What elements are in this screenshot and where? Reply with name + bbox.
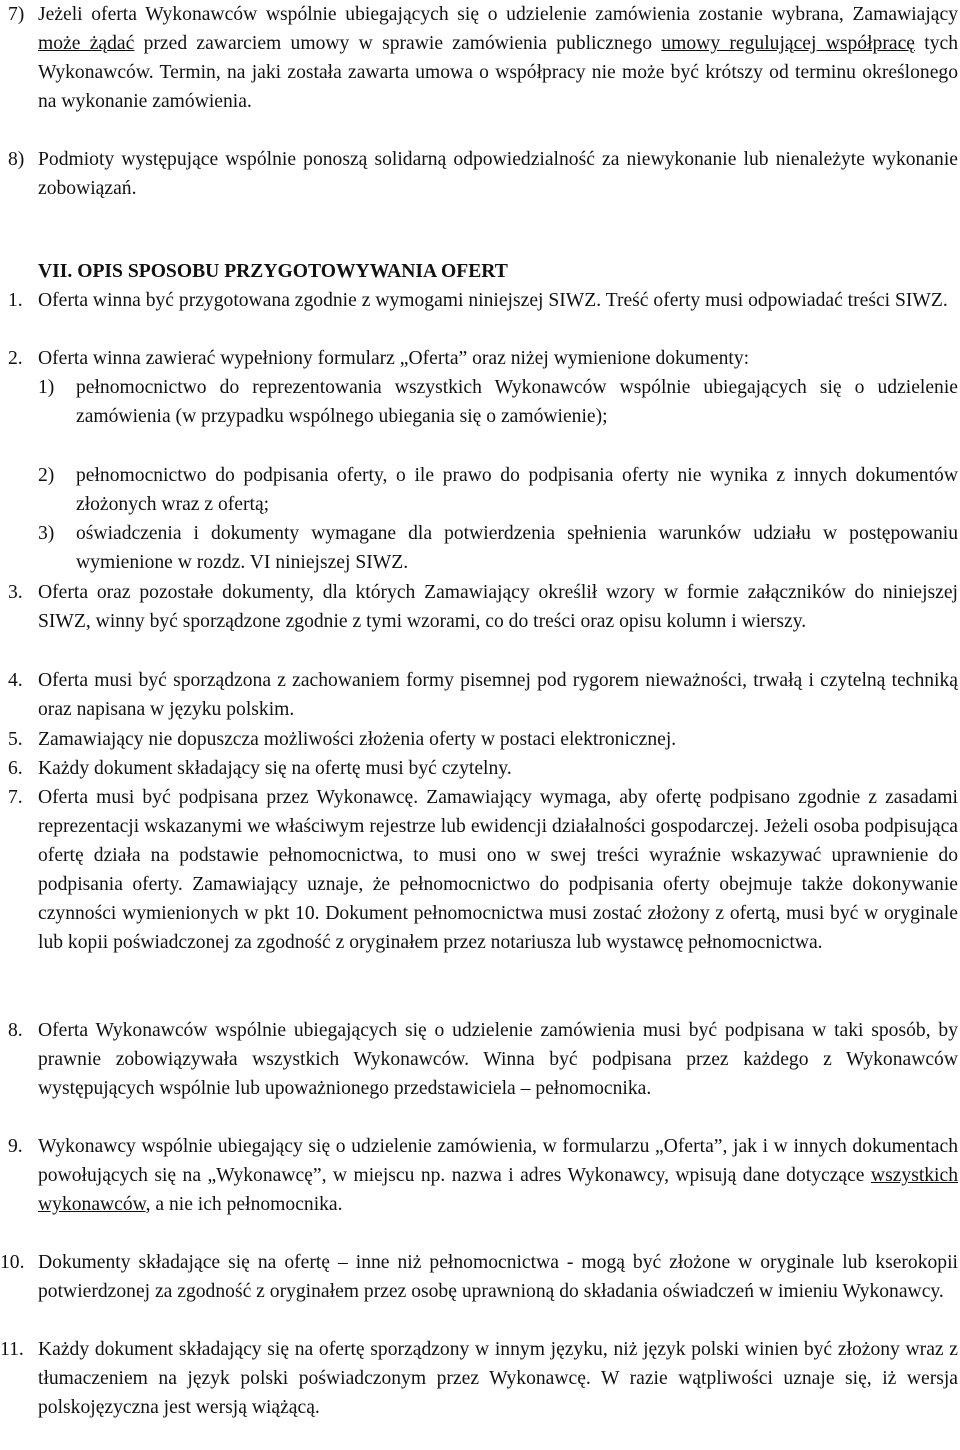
list-item-5 bbox=[0, 725, 958, 754]
underlined-text: może żądać bbox=[38, 33, 135, 54]
item-text: Każdy dokument składający się na ofertę musi być czytelny. bbox=[38, 758, 512, 779]
list-item-2 bbox=[0, 344, 958, 373]
sub-item-text: pełnomocnictwo do podpisania oferty, o ile prawo do podpisania oferty nie wynika z innych dokumentów złożonych wraz z ofertą; bbox=[76, 465, 958, 515]
list-item-10 bbox=[0, 1248, 958, 1306]
sub-item-1 bbox=[0, 373, 958, 431]
intro-item-7 bbox=[0, 0, 958, 116]
list-item-11 bbox=[0, 1335, 958, 1422]
item-number: 1. bbox=[8, 290, 23, 311]
item-number: 4. bbox=[8, 670, 23, 691]
item-text: Zamawiający nie dopuszcza możliwości złożenia oferty w postaci elektronicznej. bbox=[38, 729, 677, 750]
item-text: Dokumenty składające się na ofertę – inne niż pełnomocnictwa - mogą być złożone w oryginale lub kserokopii potwierdzonej za zgodność z oryginałem przez osobę uprawnioną do składania oświadczeń w imieniu Wykonawcy. bbox=[38, 1252, 958, 1302]
item-number: 11. bbox=[0, 1339, 24, 1360]
sub-item-number: 1) bbox=[38, 377, 55, 398]
text-run: tych Wykonawców. Termin, na jaki została zawarta umowa o współpracy nie może być krótszy od terminu określonego na wykonanie zamówienia. bbox=[38, 33, 958, 112]
list-item-3 bbox=[0, 578, 958, 636]
list-item-6 bbox=[0, 754, 958, 783]
list-item-9 bbox=[0, 1132, 958, 1219]
item-number: 8) bbox=[8, 149, 25, 170]
item-number: 8. bbox=[8, 1020, 23, 1041]
underlined-text: umowy regulującej współpracę bbox=[661, 33, 915, 54]
list-item-1 bbox=[0, 286, 958, 315]
sub-item-number: 3) bbox=[38, 523, 55, 544]
item-text: Podmioty występujące wspólnie ponoszą solidarną odpowiedzialność za niewykonanie lub nienależyte wykonanie zobowiązań. bbox=[38, 149, 958, 199]
item-number: 9. bbox=[8, 1136, 23, 1157]
sub-item-number: 2) bbox=[38, 465, 55, 486]
item-number: 7. bbox=[8, 787, 23, 808]
item-text bbox=[38, 1132, 958, 1219]
sub-item-text: pełnomocnictwo do reprezentowania wszystkich Wykonawców wspólnie ubiegających się o udzielenie zamówienia (w przypadku wspólnego ubiegania się o zamówienie); bbox=[76, 377, 958, 427]
sub-item-2 bbox=[0, 461, 958, 519]
underlined-text: wszystkich wykonawców bbox=[38, 1165, 958, 1215]
sub-item-text: oświadczenia i dokumenty wymagane dla potwierdzenia spełnienia warunków udziału w postępowaniu wymienione w rozdz. VI niniejszej SIWZ. bbox=[76, 523, 958, 573]
item-text: Oferta Wykonawców wspólnie ubiegających się o udzielenie zamówienia musi być podpisana w taki sposób, by prawnie zobowiązywała wszystkich Wykonawców. Winna być podpisana przez każdego z Wykonawców występujących wspólnie lub upoważnionego przedstawiciela – pełnomocnika. bbox=[38, 1020, 958, 1099]
list-item-8 bbox=[0, 1016, 958, 1103]
text-run: przed zawarciem umowy w sprawie zamówienia publicznego bbox=[134, 33, 662, 54]
item-number: 7) bbox=[8, 4, 25, 25]
item-number: 3. bbox=[8, 582, 23, 603]
item-number: 5. bbox=[8, 729, 23, 750]
item-text: Oferta winna zawierać wypełniony formularz „Oferta” oraz niżej wymienione dokumenty: bbox=[38, 348, 750, 369]
intro-item-8 bbox=[0, 145, 958, 203]
item-number: 10. bbox=[0, 1252, 25, 1273]
item-text bbox=[38, 0, 958, 116]
item-text: Każdy dokument składający się na ofertę sporządzony w innym języku, niż język polski winien być złożony wraz z tłumaczeniem na język polski poświadczonym przez Wykonawcę. W razie wątpliwości uznaje się, iż wersja polskojęzyczna jest wersją wiążącą. bbox=[38, 1339, 958, 1418]
item-number: 2. bbox=[8, 348, 23, 369]
text-run: , a nie ich pełnomocnika. bbox=[145, 1194, 343, 1215]
section-heading: VII. OPIS SPOSOBU PRZYGOTOWYWANIA OFERT bbox=[38, 261, 508, 282]
list-item-4 bbox=[0, 666, 958, 724]
list-item-7 bbox=[0, 783, 958, 957]
item-text: Oferta winna być przygotowana zgodnie z wymogami niniejszej SIWZ. Treść oferty musi odpowiadać treści SIWZ. bbox=[38, 290, 948, 311]
item-text: Oferta oraz pozostałe dokumenty, dla których Zamawiający określił wzory w formie załączników do niniejszej SIWZ, winny być sporządzone zgodnie z tymi wzorami, co do treści oraz opisu kolumn i wierszy. bbox=[38, 582, 958, 632]
item-text: Oferta musi być sporządzona z zachowaniem formy pisemnej pod rygorem nieważności, trwałą i czytelną techniką oraz napisana w języku polskim. bbox=[38, 670, 958, 720]
sub-item-3 bbox=[0, 519, 958, 577]
text-run: Jeżeli oferta Wykonawców wspólnie ubiegających się o udzielenie zamówienia zostanie wybrana, Zamawiający bbox=[38, 4, 958, 25]
item-number: 6. bbox=[8, 758, 23, 779]
item-text: Oferta musi być podpisana przez Wykonawcę. Zamawiający wymaga, aby ofertę podpisano zgodnie z zasadami reprezentacji wskazanymi we właściwym rejestrze lub ewidencji działalności gospodarczej. Jeżeli osoba podpisująca ofertę działa na podstawie pełnomocnictwa, to musi ono w swej treści wyraźnie wskazywać uprawnienie do podpisania oferty. Zamawiający uznaje, że pełnomocnictwo do podpisania oferty obejmuje także dokonywanie czynności wymienionych w pkt 10. Dokument pełnomocnictwa musi zostać złożony z ofertą, musi być w oryginale lub kopii poświadczonej za zgodność z oryginałem przez notariusza lub wystawcę pełnomocnictwa. bbox=[38, 787, 958, 953]
text-run: Wykonawcy wspólnie ubiegający się o udzielenie zamówienia, w formularzu „Oferta”, jak i w innych dokumentach powołujących się na „Wykonawcę”, w miejscu np. nazwa i adres Wykonawcy, wpisują dane dotyczące bbox=[38, 1136, 958, 1186]
